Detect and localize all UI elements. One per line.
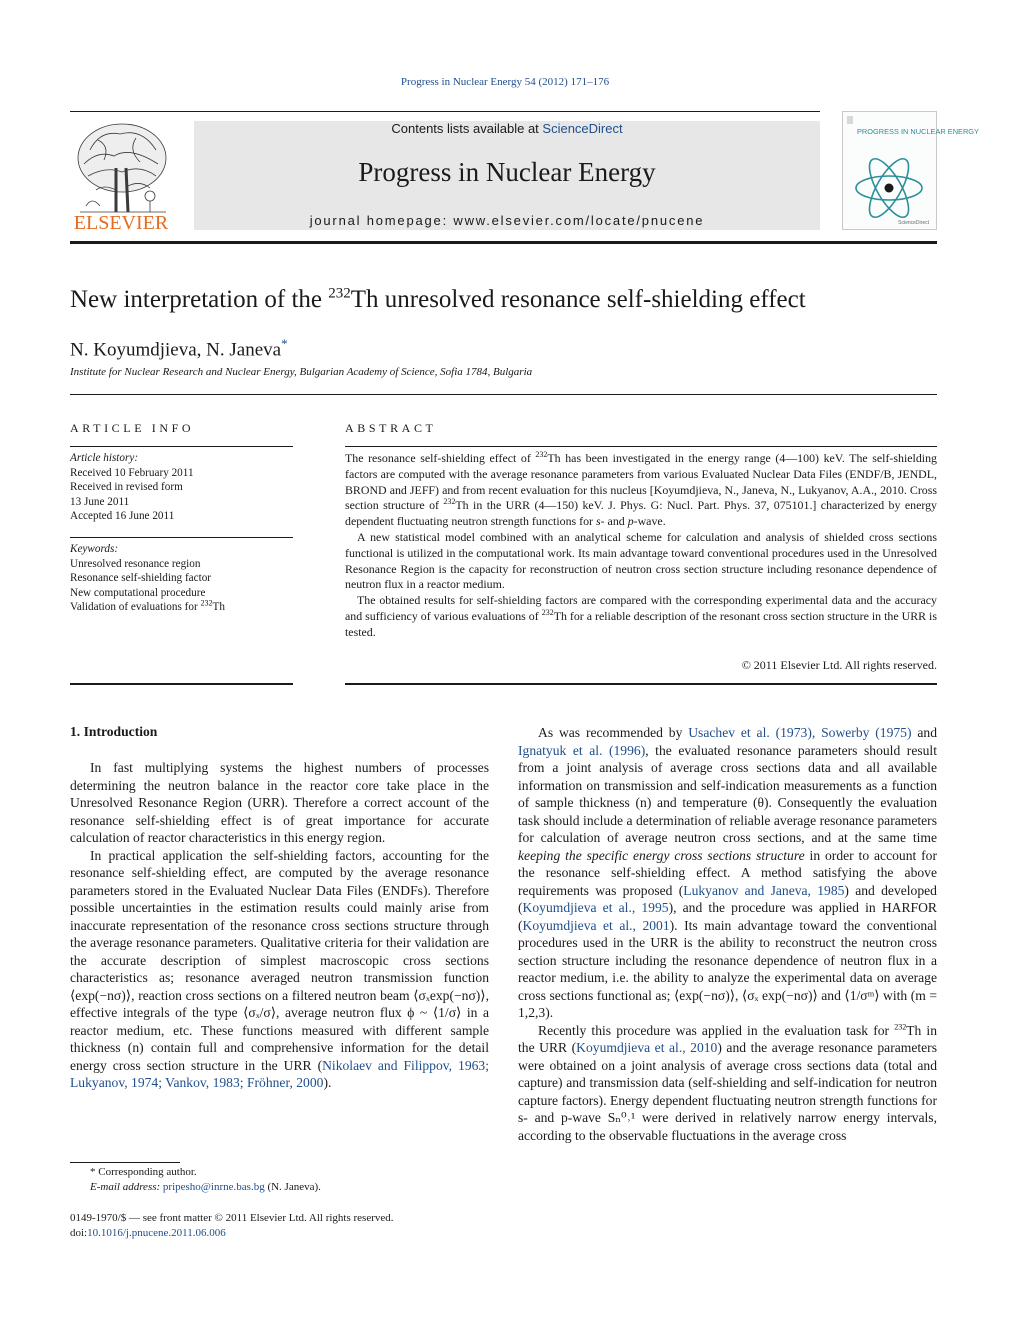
info-rule bbox=[70, 537, 293, 538]
cover-title: PROGRESS IN NUCLEAR ENERGY bbox=[857, 127, 979, 136]
body-paragraph: In fast multiplying systems the highest numbers of processes determining the neutron balance in the reactor core take place in the Unresolved Resonance Region (URR). Therefore a correct account of the resonance self-shielding effect is of great importance for accurate calculation of reactor characteristics in this energy region. bbox=[70, 760, 489, 845]
footnote-line bbox=[70, 1165, 489, 1180]
abstract-paragraph bbox=[345, 593, 937, 640]
history-item: Received 10 February 2011 bbox=[70, 466, 194, 479]
elsevier-wordmark: ELSEVIER bbox=[73, 212, 169, 234]
abstract-italic: p bbox=[627, 514, 634, 529]
footnote-mark: * bbox=[90, 1166, 96, 1178]
article-authors bbox=[70, 336, 288, 361]
section-rule bbox=[70, 394, 937, 395]
issn-line: 0149-1970/$ — see front matter © 2011 Elsevier Ltd. All rights reserved. bbox=[70, 1212, 394, 1224]
abstract-rule bbox=[345, 683, 937, 685]
publication-meta bbox=[70, 1211, 489, 1241]
abstract-text: The obtained results for self-shielding factors are compared with the corresponding experimental data and the accuracy and sufficiency of various evaluations of bbox=[345, 593, 937, 623]
body-paragraph bbox=[70, 847, 489, 1092]
email-link[interactable]: pripesho@inrne.bas.bg bbox=[162, 1181, 265, 1193]
info-rule bbox=[70, 683, 293, 685]
journal-cover[interactable] bbox=[842, 111, 979, 230]
journal-masthead bbox=[194, 121, 820, 230]
article-title bbox=[70, 286, 937, 314]
body-column-left bbox=[70, 759, 489, 1092]
atom-orbit-icon bbox=[843, 112, 979, 229]
title-part: New interpretation of the bbox=[70, 286, 329, 313]
article-info-heading: ARTICLE INFO bbox=[70, 421, 195, 435]
body-superscript: 232 bbox=[894, 1021, 907, 1031]
abstract-text: Th in the URR (4—150) keV. J. Phys. G: Nucl. Part. Phys. 37, 075101.] characterized by energy dependent fluctuating neutron strength functions for bbox=[345, 498, 937, 529]
article-keywords bbox=[70, 542, 293, 615]
email-owner: (N. Janeva). bbox=[264, 1181, 321, 1193]
footnote-text: Corresponding author. bbox=[98, 1166, 197, 1178]
title-part: Th unresolved resonance self-shielding effect bbox=[350, 286, 806, 313]
article-history bbox=[70, 451, 293, 524]
history-item: 13 June 2011 bbox=[70, 495, 130, 508]
body-emphasis: keeping the specific energy cross sections structure bbox=[518, 847, 805, 863]
contents-prefix: Contents lists available at bbox=[391, 121, 543, 136]
corresponding-footnote bbox=[70, 1165, 489, 1195]
body-text: ) and the average resonance parameters were obtained on a joint analysis of average cross sections data (total and capture) and transmission data (self-shielding and self-indication for neutron capture factors). Energy dependent fluctuating neutron strength functions for s- and p-wave Sₙ⁰˒¹ were derived in relatively narrow energy intervals, according to the observable fluctuations in the average cross bbox=[518, 1040, 937, 1143]
author-names[interactable]: N. Koyumdjieva, N. Janeva bbox=[70, 339, 282, 361]
keyword-item bbox=[70, 600, 293, 615]
body-text: As was recommended by bbox=[538, 725, 689, 740]
body-text: and bbox=[911, 725, 937, 740]
body-text: in order to account for the resonance self-shielding effect. A method satisfying the above requirements was proposed ( bbox=[518, 847, 937, 898]
reference-link[interactable]: Koyumdjieva et al., 2001 bbox=[522, 917, 670, 933]
body-paragraph bbox=[518, 1022, 937, 1145]
header-rule bbox=[70, 111, 820, 112]
elsevier-tree-logo-icon bbox=[70, 120, 172, 232]
body-text: , the evaluated resonance parameters should result from a joint analysis of average cross sections data and all available information on transmission and self-indication measurements as a function of sample thickness (n) and temperature (θ). Consequently the evaluation task should include a determination of reliable average resonance parameters for calculation of average neutron cross sections, and at the same time bbox=[518, 742, 937, 845]
keyword-superscript: 232 bbox=[200, 598, 213, 608]
publisher-logo[interactable] bbox=[70, 120, 172, 232]
corresponding-author-mark[interactable]: * bbox=[281, 336, 288, 351]
abstract-superscript: 232 bbox=[541, 608, 554, 617]
keyword-text: Validation of evaluations for bbox=[70, 601, 201, 613]
body-text: In practical application the self-shielding factors, accounting for the resonance self-shielding effect, are computed by the average resonance parameters stored in the Evaluated Nuclear Data Files (ENDFs). Therefore possible uncertainties in the estimation results could mainly arise from inaccurate representation of the resonance cross sections structure through the average resonance parameters. Qualitative criteria for their validation are the accurate description of simplest macroscopic cross sections characteristics as; resonance averaged neutron transmission function ⟨exp(−nσ)⟩, reaction cross sections on a filtered neutron beam ⟨σₓexp(−nσ)⟩, effective integrals of the type ⟨σₓ/σ⟩, average neutron flux ϕ ~ ⟨1/σ⟩ in a reactor medium, etc. These functions measured with different sample thickness (n) contain full and comprehensive information for the detail energy cross section structure in the URR ( bbox=[70, 847, 489, 1073]
reference-link[interactable]: Koyumdjieva et al., 1995 bbox=[522, 900, 669, 915]
abstract-superscript: 232 bbox=[535, 450, 548, 460]
section-heading: 1. Introduction bbox=[70, 724, 158, 739]
journal-citation[interactable]: Progress in Nuclear Energy 54 (2012) 171–176 bbox=[400, 76, 610, 88]
doi-link[interactable]: 10.1016/j.pnucene.2011.06.006 bbox=[87, 1227, 226, 1239]
abstract-rule bbox=[345, 446, 937, 447]
body-column-right bbox=[518, 724, 937, 1144]
body-text: Th in the URR ( bbox=[518, 1022, 937, 1055]
abstract-italic: s bbox=[595, 514, 601, 529]
abstract-text: Th has been investigated in the energy range (4—100) keV. The self-shielding factors are computed with the average resonance parameters from various Evaluated Nuclear Data Files (ENDF/B, JENDL, BROND and JEFF) and from recent evaluation for this nucleus [Koyumdjieva, N., Janeva, N., Lukyanov, A.A., 2010. Cross section structure of bbox=[345, 451, 937, 513]
abstract-text: Th for a reliable description of the resonant cross section structure in the URR is tested. bbox=[345, 608, 937, 639]
journal-homepage[interactable]: journal homepage: www.elsevier.com/locate/pnucene bbox=[309, 213, 705, 228]
copyright-notice: © 2011 Elsevier Ltd. All rights reserved. bbox=[741, 658, 937, 672]
abstract-superscript: 232 bbox=[443, 497, 456, 507]
body-text: Recently this procedure was applied in the evaluation task for bbox=[538, 1022, 895, 1038]
abstract-paragraph bbox=[345, 451, 937, 530]
body-text: ). Its main advantage toward the conventional procedures used in the URR is the ability to reconstruct the neutron cross section structure including the resonance dependence of neutron flux in a reactor medium, i.e. the ability to analyze the experimental data on average cross sections functional as; ⟨exp(−nσ)⟩, ⟨σₓ exp(−nσ)⟩ and ⟨1/σᵐ⟩ with (m = 1,2,3). bbox=[518, 917, 938, 1020]
keyword-item: New computational procedure bbox=[70, 586, 206, 599]
footnote-rule bbox=[70, 1162, 180, 1163]
footnote-line bbox=[70, 1180, 489, 1195]
journal-name: Progress in Nuclear Energy bbox=[358, 157, 656, 187]
header-thick-rule bbox=[70, 241, 937, 244]
body-text: ), and the procedure was applied in HARFOR ( bbox=[518, 900, 937, 933]
abstract-heading: ABSTRACT bbox=[345, 421, 437, 435]
keyword-item: Resonance self-shielding factor bbox=[70, 572, 212, 584]
author-affiliation: Institute for Nuclear Research and Nuclear Energy, Bulgarian Academy of Science, Sofia 1784, Bulgaria bbox=[70, 366, 533, 378]
abstract-text: The resonance self-shielding effect of bbox=[345, 451, 536, 465]
history-label: Article history: bbox=[70, 452, 139, 464]
abstract-text: -wave. bbox=[633, 514, 666, 529]
keywords-label: Keywords: bbox=[70, 543, 119, 555]
history-item: Accepted 16 June 2011 bbox=[70, 510, 175, 522]
reference-link[interactable]: Lukyanov and Janeva, 1985 bbox=[683, 882, 845, 898]
body-text: ). bbox=[323, 1075, 332, 1090]
contents-line bbox=[194, 121, 820, 136]
body-text: ) and developed ( bbox=[518, 882, 937, 915]
abstract-paragraph: A new statistical model combined with an analytical scheme for calculation and analysis of shielded cross sections functional is utilized in the computational work. Its main advantage toward conventional procedures used in the Unresolved Resonance Region is the capacity for reconstruction of neutron cross section structure including resonance dependence of neutron flux in a reactor medium. bbox=[345, 529, 937, 592]
reference-link[interactable]: Usachev et al. (1973), Sowerby (1975) bbox=[688, 725, 912, 740]
cover-publisher: ScienceDirect bbox=[898, 220, 929, 226]
reference-link[interactable]: Koyumdjieva et al., 2010 bbox=[576, 1040, 718, 1055]
keyword-item: Unresolved resonance region bbox=[70, 557, 201, 570]
title-superscript: 232 bbox=[328, 285, 351, 302]
doi-label: doi: bbox=[70, 1227, 88, 1239]
keyword-text: Th bbox=[212, 601, 225, 613]
body-paragraph bbox=[518, 724, 937, 1022]
abstract-body bbox=[345, 451, 937, 641]
abstract-text: - and bbox=[600, 514, 628, 529]
history-item: Received in revised form bbox=[70, 481, 183, 493]
reference-link[interactable]: Nikolaev and Filippov, 1963; Lukyanov, 1974; Vankov, 1983; Fröhner, 2000 bbox=[70, 1057, 489, 1090]
email-label: E-mail address: bbox=[90, 1181, 163, 1193]
info-rule bbox=[70, 446, 293, 447]
reference-link[interactable]: Ignatyuk et al. (1996) bbox=[518, 742, 646, 758]
sciencedirect-link[interactable]: ScienceDirect bbox=[542, 121, 623, 136]
doi-line bbox=[70, 1226, 489, 1241]
